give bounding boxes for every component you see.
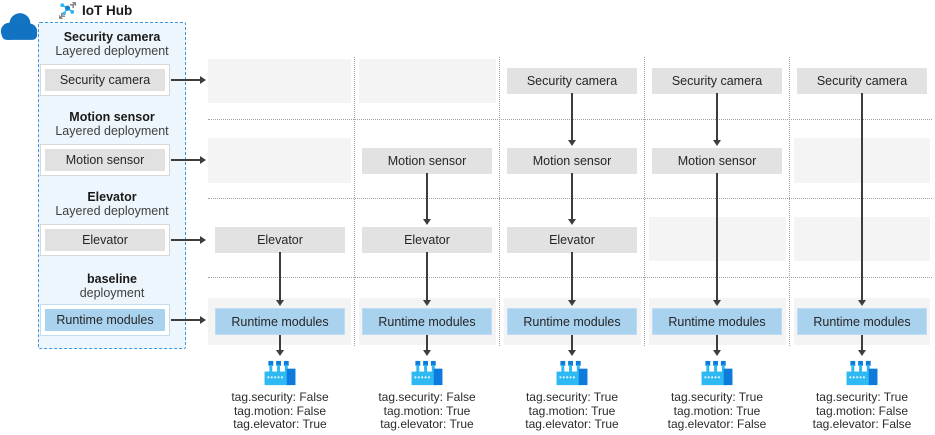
arrowhead-device4-factory	[713, 350, 721, 356]
device3-tags	[497, 391, 647, 432]
arrowhead-device2-elevator	[423, 219, 431, 225]
arrow-security-to-runtime-device5	[861, 93, 863, 300]
row-separator-3	[208, 277, 932, 278]
arrow-motion-row	[171, 159, 200, 161]
arrow-runtime-to-device5	[861, 335, 863, 350]
row-separator-2	[208, 198, 932, 199]
security-camera-box-device5: Security camera	[797, 68, 927, 94]
arrow-motion-to-elevator-device2	[426, 173, 428, 219]
panel-box-elevator-label: Elevator	[45, 229, 165, 251]
empty-cell-motion-device1	[208, 138, 351, 183]
device4-tag-motion: tag.motion: True	[673, 403, 761, 418]
arrow-motion-to-runtime-device4	[716, 173, 718, 300]
device5-tag-motion: tag.motion: False	[815, 403, 909, 418]
panel-box-motion-sensor	[40, 144, 170, 176]
arrow-runtime-to-device3	[571, 335, 573, 350]
device1-tag-motion: tag.motion: False	[233, 403, 327, 418]
iot-hub-icon	[58, 1, 77, 20]
arrow-elevator-row	[171, 239, 200, 241]
arrowhead-motion-row	[200, 156, 206, 164]
arrow-elevator-to-runtime-device2	[426, 252, 428, 300]
empty-cell-security-device1	[208, 59, 351, 103]
arrowhead-runtime-row	[200, 316, 206, 324]
arrow-runtime-to-device4	[716, 335, 718, 350]
device2-tag-elevator: tag.elevator: True	[380, 417, 474, 431]
device4-tags	[642, 391, 792, 432]
panel-box-security-camera-label: Security camera	[45, 69, 165, 91]
arrowhead-device1-factory	[276, 350, 284, 356]
arrowhead-elevator-row	[200, 236, 206, 244]
panel-box-motion-sensor-label: Motion sensor	[45, 149, 165, 171]
factory-icon-device4	[698, 359, 736, 388]
arrowhead-device4-motion	[713, 140, 721, 146]
arrowhead-device3-runtime	[568, 300, 576, 306]
column-separator-3	[644, 57, 645, 346]
arrow-runtime-to-device1	[279, 335, 281, 350]
arrowhead-device1	[276, 300, 284, 306]
column-separator-2	[499, 57, 500, 346]
arrow-security-to-motion-device4	[716, 93, 718, 140]
device4-tag-elevator: tag.elevator: False	[667, 417, 767, 431]
section-subtitle-security: Layered deployment	[55, 44, 169, 58]
iot-hub-label: IoT Hub	[82, 3, 133, 18]
arrowhead-security-row	[200, 76, 206, 84]
motion-sensor-box-device4: Motion sensor	[652, 148, 782, 174]
security-camera-box-device3: Security camera	[507, 68, 637, 94]
arrowhead-device5-factory	[858, 350, 866, 356]
device2-tag-security: tag.security: False	[378, 390, 476, 404]
elevator-box-device2: Elevator	[362, 227, 492, 253]
panel-box-runtime-modules-label: Runtime modules	[45, 309, 165, 331]
section-subtitle-elevator: Layered deployment	[55, 204, 169, 218]
runtime-modules-box-device3: Runtime modules	[507, 308, 637, 335]
column-separator-1	[354, 57, 355, 346]
row-separator-1	[208, 119, 932, 120]
device3-tag-motion: tag.motion: True	[528, 403, 616, 418]
elevator-box-device3: Elevator	[507, 227, 637, 253]
runtime-modules-box-device1: Runtime modules	[215, 308, 345, 335]
arrowhead-device2-factory	[423, 350, 431, 356]
arrow-motion-to-elevator-device3	[571, 173, 573, 219]
arrowhead-device3-motion	[568, 140, 576, 146]
security-camera-box-device4: Security camera	[652, 68, 782, 94]
motion-sensor-box-device3: Motion sensor	[507, 148, 637, 174]
device2-tags	[352, 391, 502, 432]
device5-tag-elevator: tag.elevator: False	[812, 417, 912, 431]
section-title-security: Security camera	[63, 30, 161, 44]
arrowhead-device3-elevator	[568, 219, 576, 225]
device5-tag-security: tag.security: True	[815, 390, 909, 404]
cloud-icon	[0, 11, 40, 44]
factory-icon-device1	[261, 359, 299, 388]
arrow-runtime-to-device2	[426, 335, 428, 350]
arrowhead-device5-runtime	[858, 300, 866, 306]
column-separator-4	[789, 57, 790, 346]
section-title-baseline: baseline	[86, 272, 138, 286]
runtime-modules-box-device4: Runtime modules	[652, 308, 782, 335]
panel-box-elevator	[40, 224, 170, 256]
device4-tag-security: tag.security: True	[670, 390, 764, 404]
arrowhead-device3-factory	[568, 350, 576, 356]
section-subtitle-motion: Layered deployment	[55, 124, 169, 138]
device1-tag-elevator: tag.elevator: True	[233, 417, 327, 431]
section-title-elevator: Elevator	[87, 190, 137, 204]
device2-tag-motion: tag.motion: True	[383, 403, 471, 418]
device1-tag-security: tag.security: False	[231, 390, 329, 404]
factory-icon-device2	[408, 359, 446, 388]
motion-sensor-box-device2: Motion sensor	[362, 148, 492, 174]
arrowhead-device4-runtime	[713, 300, 721, 306]
arrow-elevator-to-runtime-device1	[279, 252, 281, 300]
arrow-security-row	[171, 79, 200, 81]
elevator-box-device1: Elevator	[215, 227, 345, 253]
device3-tag-elevator: tag.elevator: True	[525, 417, 619, 431]
device1-tags	[205, 391, 355, 432]
factory-icon-device5	[843, 359, 881, 388]
panel-box-runtime-modules	[40, 304, 170, 336]
panel-box-security-camera	[40, 64, 170, 96]
arrowhead-device2-runtime	[423, 300, 431, 306]
arrow-runtime-row	[171, 319, 200, 321]
section-title-motion: Motion sensor	[69, 110, 155, 124]
empty-cell-security-device2	[359, 59, 496, 103]
iot-hub-header	[58, 1, 132, 20]
factory-icon-device3	[553, 359, 591, 388]
arrow-elevator-to-runtime-device3	[571, 252, 573, 300]
section-subtitle-baseline: deployment	[79, 286, 145, 300]
device3-tag-security: tag.security: True	[525, 390, 619, 404]
runtime-modules-box-device2: Runtime modules	[362, 308, 492, 335]
device5-tags	[787, 391, 935, 432]
runtime-modules-box-device5: Runtime modules	[797, 308, 927, 335]
arrow-security-to-motion-device3	[571, 93, 573, 140]
